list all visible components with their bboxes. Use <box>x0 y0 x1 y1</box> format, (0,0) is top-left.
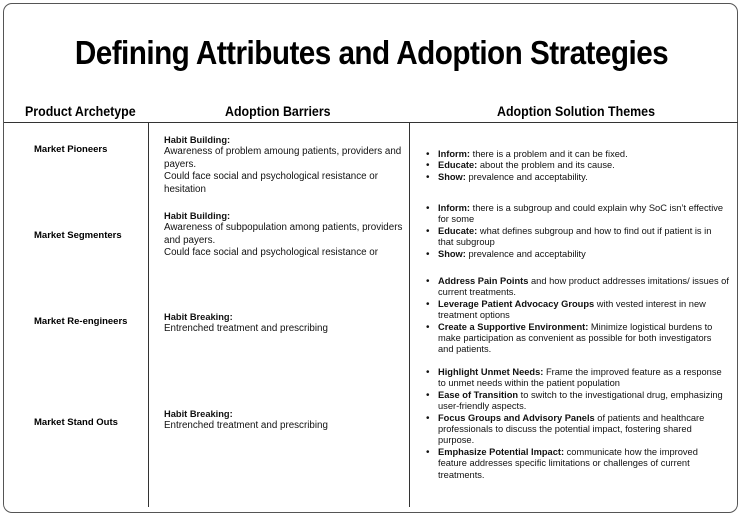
solution-item: • Show: prevalence and acceptability <box>424 249 729 260</box>
header-divider <box>4 122 738 123</box>
barrier-title: Habit Building: <box>164 135 231 145</box>
solution-item: • Focus Groups and Advisory Panels of patients and healthcare professionals to discuss the potential impact, fostering shared purpose. <box>424 413 729 447</box>
page-title: Defining Attributes and Adoption Strategies <box>74 34 669 71</box>
archetype-market-segmenters: Market Segmenters <box>34 230 122 241</box>
solution-cell <box>424 367 729 481</box>
barrier-cell <box>164 311 404 336</box>
archetype-market-pioneers: Market Pioneers <box>34 144 108 155</box>
solution-item: • Educate: about the problem and its cause. <box>424 160 729 171</box>
solution-item: • Ease of Transition to switch to the investigational drug, emphasizing user-friendly aspects. <box>424 390 729 413</box>
barrier-text: Entrenched treatment and prescribing <box>164 323 328 335</box>
column-header-solutions: Adoption Solution Themes <box>497 104 656 119</box>
solution-item: • Inform: there is a subgroup and could explain why SoC isn’t effective for some <box>424 203 729 226</box>
barrier-text: Could face social and psychological resistance or <box>164 247 379 259</box>
column-divider-2 <box>409 122 410 507</box>
barrier-cell <box>164 134 404 196</box>
barrier-text: Could face social and psychological resistance or hesitation <box>164 171 379 195</box>
barrier-text: Entrenched treatment and prescribing <box>164 420 328 432</box>
solution-cell <box>424 203 729 260</box>
barrier-title: Habit Building: <box>164 211 231 221</box>
barrier-title: Habit Breaking: <box>164 409 233 419</box>
barrier-cell <box>164 210 404 260</box>
solution-item: • Leverage Patient Advocacy Groups with vested interest in new treatment options <box>424 299 729 322</box>
solution-item: • Educate: what defines subgroup and how to find out if patient is in that subgroup <box>424 226 729 249</box>
barrier-title: Habit Breaking: <box>164 312 233 322</box>
barrier-text: Awareness of problem amoung patients, providers and payers. <box>164 146 402 170</box>
solution-cell <box>424 276 729 356</box>
solution-item: • Address Pain Points and how product addresses imitations/ issues of current treatments. <box>424 276 729 299</box>
barrier-text: Awareness of subpopulation among patients, providers and payers. <box>164 222 403 246</box>
column-header-barriers: Adoption Barriers <box>225 104 331 119</box>
solution-item: • Show: prevalence and acceptability. <box>424 172 729 183</box>
archetype-market-re-engineers: Market Re-engineers <box>34 316 128 327</box>
column-divider-1 <box>148 122 149 507</box>
column-header-archetype: Product Archetype <box>25 104 136 119</box>
solution-item: • Inform: there is a problem and it can be fixed. <box>424 149 729 160</box>
solution-item: • Emphasize Potential Impact: communicate how the improved feature addresses specific limitations or challenges of current treatments. <box>424 447 729 481</box>
barrier-cell <box>164 408 404 433</box>
solution-item: • Create a Supportive Environment: Minimize logistical burdens to make participation as convenient as possible for both investigators and patients. <box>424 322 729 356</box>
solution-cell <box>424 149 729 183</box>
solution-item: • Highlight Unmet Needs: Frame the improved feature as a response to unmet needs within the patient population <box>424 367 729 390</box>
archetype-market-stand-outs: Market Stand Outs <box>34 417 118 428</box>
